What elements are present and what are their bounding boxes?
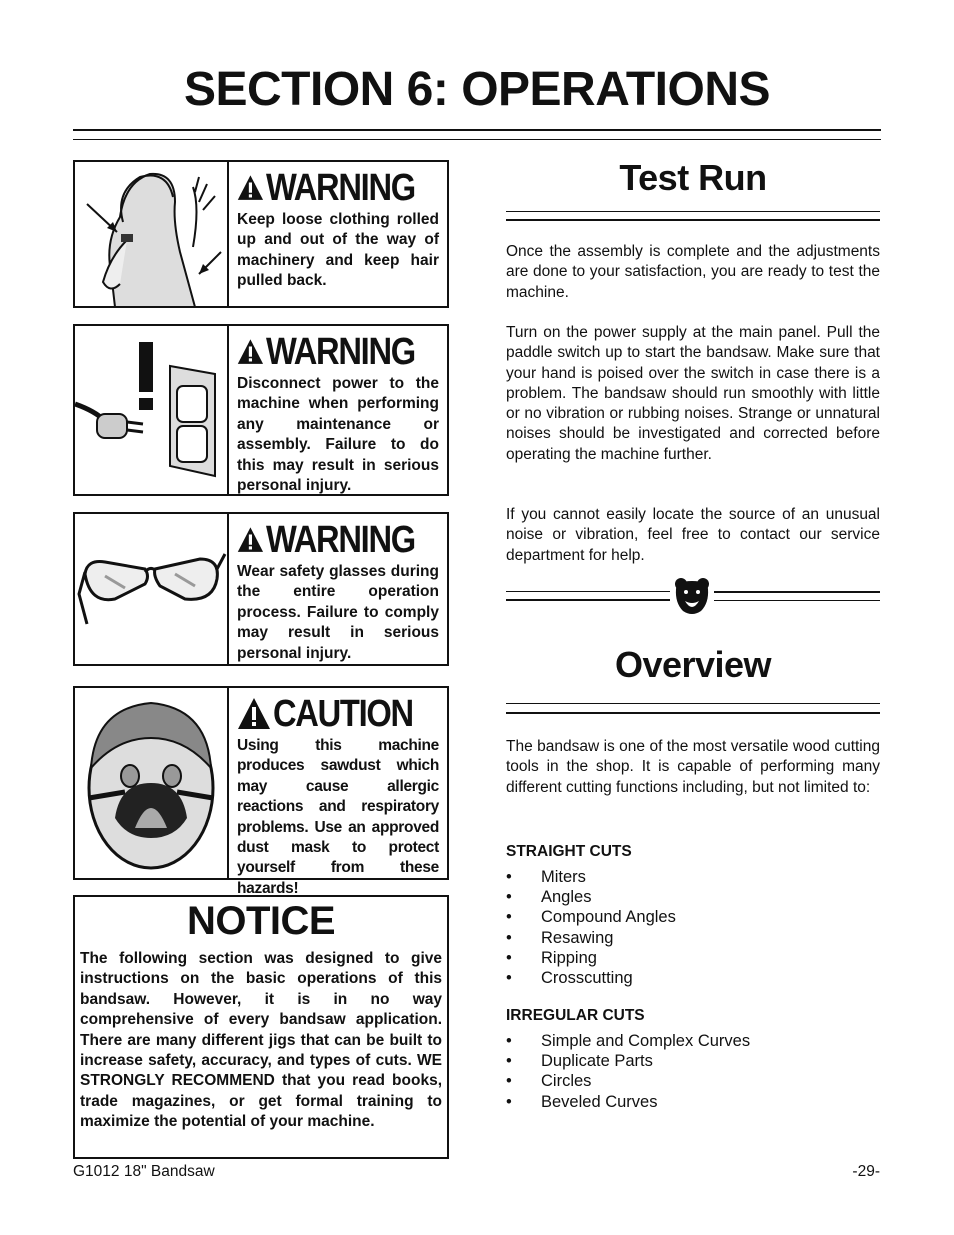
list-item: • Crosscutting [506,968,676,988]
page-title: SECTION 6: OPERATIONS [183,63,770,116]
alert-triangle-icon [237,697,271,731]
alert-triangle-icon [237,171,264,205]
title-rule-thin [73,139,881,140]
overview-rule-thin [506,703,880,704]
test-run-rule-thin [506,211,880,212]
test-run-heading: Test Run [619,157,767,198]
list-item: • Compound Angles [506,907,676,927]
warning-text: Wear safety glasses during the entire operation process. Failure to comply may result in serious personal injury. [237,563,439,662]
test-run-paragraph: If you cannot easily locate the source of an unusual noise or vibration, feel free to contact our service department for help. [506,506,880,564]
plug-outlet-icon [75,326,229,494]
page-number: -29- [852,1163,880,1180]
straight-cuts-list [506,867,676,988]
caution-signal [237,692,439,736]
hair-clothing-icon [75,162,229,306]
warning-box-clothing [73,160,449,308]
list-item: • Angles [506,887,676,907]
dust-mask-icon [75,688,229,878]
notice-text: The following section was designed to give instructions on the basic operations of this bandsaw. However, it is in no way comprehensive of every bandsaw application. There are many different jigs that can be built to increase safety, accuracy, and types of cuts. WE STRONGLY RECOMMEND that you read books, trade magazines, or get formal training to maximize the potential of your machine. [80,950,442,1131]
warning-box-glasses [73,512,449,666]
overview-rule-thick [506,712,880,714]
irregular-cuts-heading: IRREGULAR CUTS [506,1007,645,1024]
overview-intro: The bandsaw is one of the most versatile wood cutting tools in the shop. It is capable of performing many different cutting functions including, but not limited to: [506,738,880,796]
list-item: • Beveled Curves [506,1092,750,1112]
warning-text: Keep loose clothing rolled up and out of the way of machinery and keep hair pulled back. [237,211,439,290]
warning-signal [237,518,439,562]
caution-box-dust [73,686,449,897]
list-item: • Miters [506,867,676,887]
test-run-paragraph: Turn on the power supply at the main panel. Pull the paddle switch up to start the bandsaw. Make sure that your hand is poised over the switch in case there is a problem. The bandsaw should run smoothly with little or no vibration or rubbing noises. Strange or unnatural noises should be investigated and corrected before operating the machine further. [506,324,880,463]
alert-triangle-icon [237,335,264,369]
caution-label: CAUTION [273,692,413,735]
divider-rule-right-thin [714,600,880,601]
divider-rule-right [714,591,880,593]
alert-triangle-icon [237,523,264,557]
warning-signal [237,330,439,374]
warning-box-power [73,324,449,496]
divider-rule-left [506,591,670,592]
bear-logo-icon [673,577,711,617]
straight-cuts-heading: STRAIGHT CUTS [506,843,632,860]
warning-label: WARNING [265,518,415,561]
list-item: • Resawing [506,928,676,948]
caution-text: Using this machine produces sawdust which may cause allergic reactions and respiratory problems. Use an approved dust mask to protect yourself from these hazards! [237,737,439,897]
divider-rule-left-thick [506,599,670,601]
safety-glasses-icon [75,514,229,664]
warning-label: WARNING [265,166,415,209]
footer-model: G1012 18" Bandsaw [73,1163,215,1180]
test-run-rule-thick [506,219,880,221]
title-rule-thick [73,129,881,131]
list-item: • Circles [506,1071,750,1091]
warning-label: WARNING [265,330,415,373]
overview-heading: Overview [614,644,772,685]
list-item: • Duplicate Parts [506,1051,750,1071]
notice-box [73,895,449,1159]
warning-text: Disconnect power to the machine when performing any maintenance or assembly. Failure to do this may result in serious personal injury. [237,375,439,495]
irregular-cuts-list [506,1031,750,1112]
warning-signal [237,166,439,210]
test-run-paragraph: Once the assembly is complete and the adjustments are done to your satisfaction, you are ready to test the machine. [506,243,880,301]
list-item: • Simple and Complex Curves [506,1031,750,1051]
notice-heading: NOTICE [186,899,336,943]
list-item: • Ripping [506,948,676,968]
